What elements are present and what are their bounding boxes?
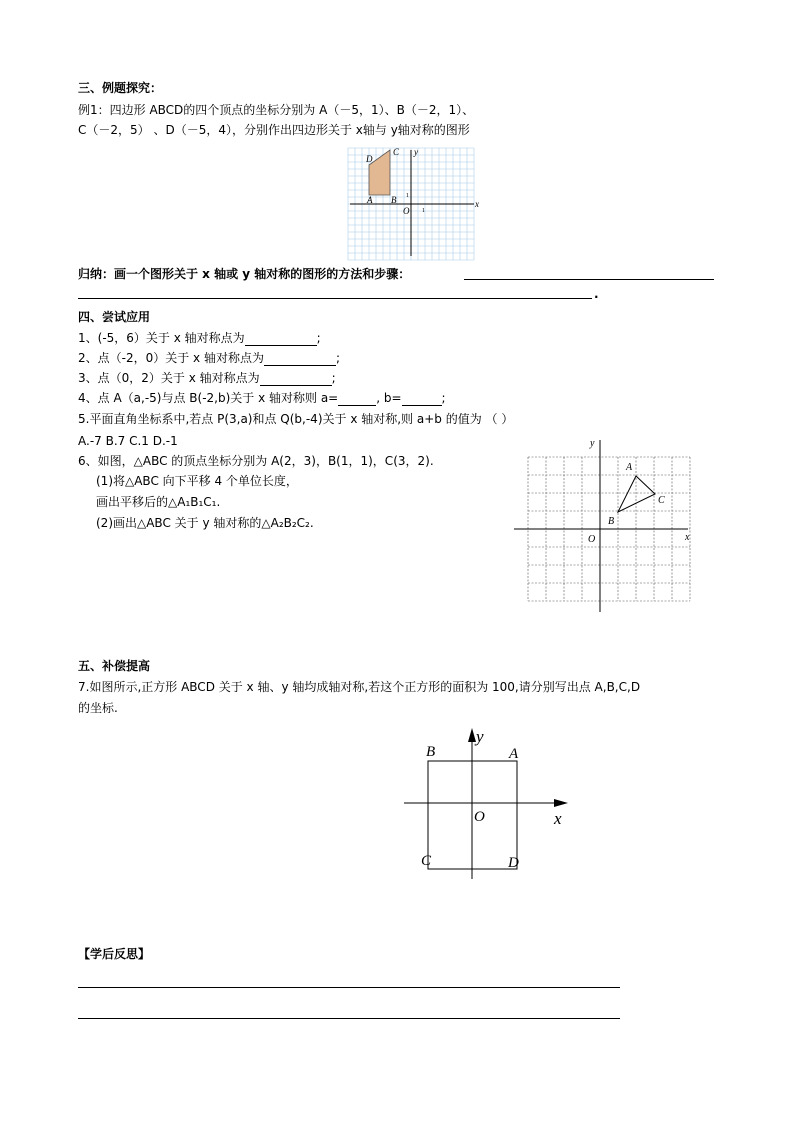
question-6: 6、如图，△ABC 的顶点坐标分别为 A(2，3)，B(1，1)，C(3，2).	[78, 454, 434, 468]
label-x: x	[554, 809, 562, 828]
label-B: B	[608, 516, 615, 527]
reflection-heading: 【学后反思】	[78, 947, 151, 961]
question-6-part2: (2)画出△ABC 关于 y 轴对称的△A₂B₂C₂.	[96, 516, 314, 530]
question-1-blank[interactable]	[245, 332, 317, 346]
question-4-end: ;	[441, 391, 446, 405]
section5-heading: 五、补偿提高	[78, 659, 151, 673]
label-y: y	[590, 438, 595, 449]
summary-end: .	[594, 287, 599, 301]
label-B: B	[426, 744, 436, 760]
question-4-mid: , b=	[376, 391, 402, 405]
question-6-part1a: (1)将△ABC 向下平移 4 个单位长度，	[96, 474, 298, 488]
label-A: A	[509, 746, 519, 762]
question-2-end: ;	[335, 351, 341, 365]
label-C: C	[658, 495, 665, 506]
question-7-line1: 7.如图所示,正方形 ABCD 关于 x 轴、y 轴均成轴对称,若这个正方形的面积为 100,请分别写出点 A,B,C,D	[78, 680, 641, 694]
question-4-blank-b[interactable]	[402, 392, 442, 406]
example1-line1: 例1：四边形 ABCD的四个顶点的坐标分别为 A（－5，1）、B（－2，1）、	[78, 103, 475, 117]
label-D: D	[366, 154, 373, 164]
question-4-text: 4、点 A（a,-5)与点 B(-2,b)关于 x 轴对称则 a=	[78, 391, 339, 405]
label-C: C	[393, 147, 400, 157]
label-x: x	[475, 199, 479, 209]
label-O: O	[588, 534, 596, 545]
example1-line2: C（－2，5） 、D（－5，4），分别作出四边形关于 x轴与 y轴对称的图形	[78, 123, 470, 137]
question-4	[78, 390, 446, 406]
question-1-text: 1、(-5，6）关于 x 轴对称点为	[78, 331, 245, 345]
triangle-abc	[618, 476, 655, 512]
summary-answer-line-2[interactable]	[78, 298, 592, 299]
label-D: D	[508, 855, 519, 871]
question-2-text: 2、点（-2，0）关于 x 轴对称点为	[78, 351, 264, 365]
label-unit-y: 1	[406, 193, 409, 199]
question-6-part1b: 画出平移后的△A₁B₁C₁.	[96, 495, 221, 509]
question-3	[78, 370, 336, 386]
label-x: x	[685, 532, 690, 543]
question-3-text: 3、点（0，2）关于 x 轴对称点为	[78, 371, 260, 385]
label-y: y	[476, 727, 484, 746]
question-2-blank[interactable]	[264, 352, 336, 366]
label-O: O	[403, 206, 410, 216]
summary-label: 归纳：画一个图形关于 x 轴或 y 轴对称的图形的方法和步骤：	[78, 267, 411, 281]
question-3-end: ;	[331, 371, 336, 385]
y-axis-arrow	[468, 728, 476, 742]
label-A: A	[367, 195, 373, 205]
figure-triangle-grid	[510, 436, 700, 616]
question-2	[78, 350, 340, 366]
section4-heading: 四、尝试应用	[78, 310, 151, 324]
figure-square-axes	[400, 724, 580, 880]
label-y: y	[414, 147, 418, 157]
label-A: A	[626, 462, 633, 473]
summary-answer-line-1[interactable]	[464, 279, 714, 280]
x-axis-arrow	[554, 799, 568, 807]
label-C: C	[421, 853, 432, 869]
question-5: 5.平面直角坐标系中,若点 P(3,a)和点 Q(b,-4)关于 x 轴对称,则 a+b 的值为 （ ）	[78, 412, 514, 426]
question-7-line2: 的坐标.	[78, 701, 118, 715]
question-1-end: ;	[316, 331, 321, 345]
reflection-line-2[interactable]	[78, 1018, 620, 1019]
question-1	[78, 330, 321, 346]
section3-heading: 三、例题探究：	[78, 81, 163, 95]
figure-quadrilateral-grid	[346, 144, 482, 262]
label-unit-x: 1	[422, 208, 425, 214]
label-O: O	[474, 809, 485, 825]
question-4-blank-a[interactable]	[338, 392, 376, 406]
question-5-options: A.-7 B.7 C.1 D.-1	[78, 434, 178, 448]
reflection-line-1[interactable]	[78, 987, 620, 988]
label-B: B	[391, 195, 397, 205]
question-3-blank[interactable]	[260, 372, 332, 386]
